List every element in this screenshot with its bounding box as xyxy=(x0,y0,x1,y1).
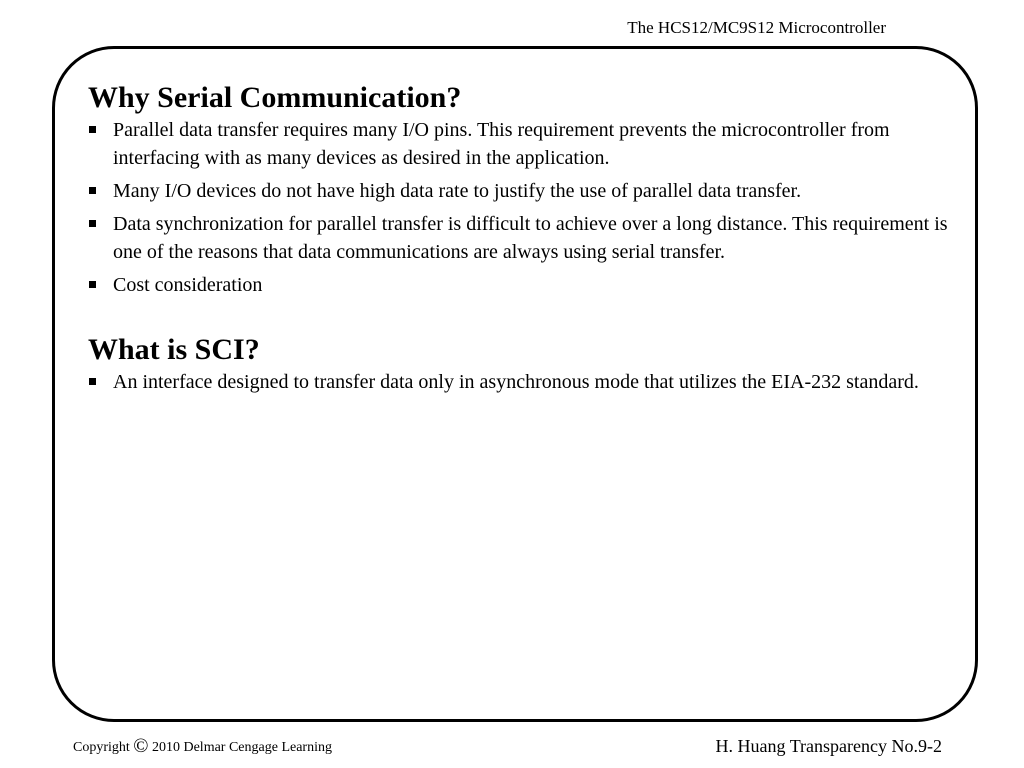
bullet-text: Cost consideration xyxy=(113,274,263,296)
section-heading-what-is-sci: What is SCI? xyxy=(88,333,260,366)
square-bullet-icon xyxy=(89,378,96,385)
list-item xyxy=(88,177,948,205)
what-is-sci-bullet-list xyxy=(88,368,948,396)
bullet-text: An interface designed to transfer data only in asynchronous mode that utilizes the EIA-232 standard. xyxy=(113,371,919,393)
square-bullet-icon xyxy=(89,281,96,288)
why-serial-bullet-list xyxy=(88,116,948,299)
bullet-text: Parallel data transfer requires many I/O pins. This requirement prevents the microcontroller from interfacing with as many devices as desired in the application. xyxy=(113,119,890,169)
bullet-text: Many I/O devices do not have high data rate to justify the use of parallel data transfer. xyxy=(113,180,802,202)
square-bullet-icon xyxy=(89,126,96,133)
list-item xyxy=(88,271,948,299)
section-spacer xyxy=(88,304,948,336)
bullet-text: Data synchronization for parallel transfer is difficult to achieve over a long distance. This requirement is one of the reasons that data communications are always using serial transfer. xyxy=(113,213,948,263)
list-item xyxy=(88,116,948,172)
list-item xyxy=(88,210,948,266)
copyright-text: 2010 Delmar Cengage Learning xyxy=(151,740,332,755)
section-heading-why-serial: Why Serial Communication? xyxy=(88,81,462,114)
slide-header-title: The HCS12/MC9S12 Microcontroller xyxy=(627,18,886,37)
list-item xyxy=(88,368,948,396)
footer-copyright xyxy=(73,736,332,758)
copyright-icon: © xyxy=(133,735,149,757)
copyright-label: Copyright xyxy=(73,740,130,755)
slide-content xyxy=(88,81,948,401)
square-bullet-icon xyxy=(89,220,96,227)
footer-transparency-number: H. Huang Transparency No.9-2 xyxy=(715,736,942,756)
square-bullet-icon xyxy=(89,187,96,194)
